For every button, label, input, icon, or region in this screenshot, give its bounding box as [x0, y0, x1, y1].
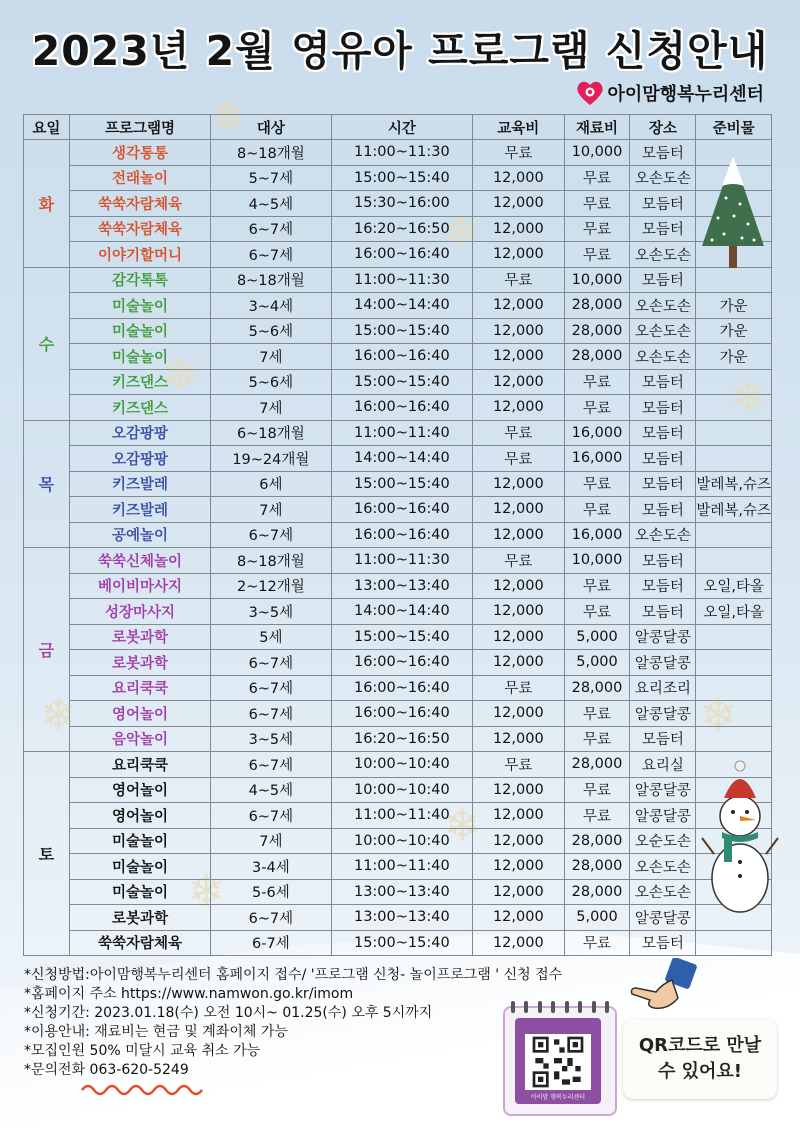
logo-text: 아이맘행복누리센터 [607, 84, 764, 105]
place-cell: 모듬터 [630, 216, 696, 242]
tuition-cell: 12,000 [473, 242, 565, 268]
material-fee-cell: 28,000 [564, 879, 630, 905]
material-fee-cell: 무료 [564, 165, 630, 191]
time-cell: 16:00~16:40 [331, 242, 472, 268]
program-name-cell: 전래놀이 [69, 165, 210, 191]
place-cell: 모듬터 [630, 573, 696, 599]
table-row [24, 242, 772, 268]
material-fee-cell: 무료 [564, 599, 630, 625]
target-cell: 3~4세 [211, 293, 331, 319]
target-cell: 6~7세 [211, 905, 331, 931]
header-time: 시간 [331, 115, 472, 140]
target-cell: 2~12개월 [211, 573, 331, 599]
snowflake-icon: ❄ [210, 92, 247, 143]
program-name-cell: 오감팡팡 [69, 420, 210, 446]
time-cell: 13:00~13:40 [331, 573, 472, 599]
supplies-cell [696, 675, 772, 701]
note-line: *문의전화 063-620-5249 [24, 1062, 189, 1078]
table-row [24, 675, 772, 701]
program-name-cell: 키즈댄스 [69, 369, 210, 395]
time-cell: 14:00~14:40 [331, 599, 472, 625]
target-cell: 4~5세 [211, 191, 331, 217]
tuition-cell: 무료 [473, 267, 565, 293]
target-cell: 19~24개월 [211, 446, 331, 472]
time-cell: 14:00~14:40 [331, 293, 472, 319]
target-cell: 5~7세 [211, 165, 331, 191]
material-fee-cell: 10,000 [564, 548, 630, 574]
table-row [24, 930, 772, 956]
tuition-cell: 12,000 [473, 369, 565, 395]
target-cell: 8~18개월 [211, 267, 331, 293]
qr-speech-bubble [623, 1019, 777, 1099]
material-fee-cell: 28,000 [564, 675, 630, 701]
qr-caption: 아이맘 행복누리센터 [530, 1094, 586, 1101]
time-cell: 16:00~16:40 [331, 701, 472, 727]
material-fee-cell: 무료 [564, 471, 630, 497]
material-fee-cell: 16,000 [564, 446, 630, 472]
place-cell: 알콩달콩 [630, 650, 696, 676]
target-cell: 6세 [211, 471, 331, 497]
qr-code[interactable] [525, 1034, 591, 1090]
time-cell: 11:00~11:30 [331, 140, 472, 166]
target-cell: 6~7세 [211, 242, 331, 268]
tuition-cell: 12,000 [473, 293, 565, 319]
program-name-cell: 로봇과학 [69, 905, 210, 931]
place-cell: 모듬터 [630, 497, 696, 523]
place-cell: 모듬터 [630, 446, 696, 472]
header-target: 대상 [211, 115, 331, 140]
program-name-cell: 이야기할머니 [69, 242, 210, 268]
program-name-cell: 로봇과학 [69, 624, 210, 650]
table-row [24, 140, 772, 166]
material-fee-cell: 무료 [564, 242, 630, 268]
tuition-cell: 12,000 [473, 624, 565, 650]
target-cell: 3~5세 [211, 599, 331, 625]
table-row [24, 905, 772, 931]
day-cell: 금 [24, 548, 70, 752]
program-name-cell: 쑥쑥신체놀이 [69, 548, 210, 574]
target-cell: 7세 [211, 497, 331, 523]
table-row [24, 522, 772, 548]
header-tuition: 교육비 [473, 115, 565, 140]
program-name-cell: 영어놀이 [69, 777, 210, 803]
tuition-cell: 12,000 [473, 522, 565, 548]
table-row [24, 573, 772, 599]
time-cell: 15:00~15:40 [331, 624, 472, 650]
target-cell: 5세 [211, 624, 331, 650]
snowflake-icon: ❄ [730, 372, 767, 423]
time-cell: 13:00~13:40 [331, 879, 472, 905]
time-cell: 11:00~11:30 [331, 267, 472, 293]
place-cell: 모듬터 [630, 267, 696, 293]
place-cell: 모듬터 [630, 395, 696, 421]
program-name-cell: 요리쿡쿡 [69, 675, 210, 701]
program-name-cell: 감각톡톡 [69, 267, 210, 293]
place-cell: 알콩달콩 [630, 905, 696, 931]
program-name-cell: 쑥쑥자람체육 [69, 930, 210, 956]
table-row [24, 293, 772, 319]
place-cell: 알콩달콩 [630, 777, 696, 803]
tuition-cell: 12,000 [473, 395, 565, 421]
qr-code-card[interactable] [503, 1006, 617, 1116]
material-fee-cell: 5,000 [564, 624, 630, 650]
supplies-cell: 오일,타올 [696, 599, 772, 625]
table-row [24, 318, 772, 344]
target-cell: 8~18개월 [211, 140, 331, 166]
supplies-cell [696, 522, 772, 548]
tuition-cell: 12,000 [473, 497, 565, 523]
tuition-cell: 12,000 [473, 318, 565, 344]
time-cell: 16:00~16:40 [331, 675, 472, 701]
table-row [24, 267, 772, 293]
tuition-cell: 12,000 [473, 216, 565, 242]
snowflake-icon: ❄ [40, 690, 77, 741]
tuition-cell: 무료 [473, 420, 565, 446]
tuition-cell: 12,000 [473, 854, 565, 880]
target-cell: 7세 [211, 395, 331, 421]
place-cell: 오손도손 [630, 854, 696, 880]
material-fee-cell: 무료 [564, 191, 630, 217]
supplies-cell [696, 726, 772, 752]
snowflake-icon: ❄ [700, 690, 737, 741]
place-cell: 오손도손 [630, 879, 696, 905]
target-cell: 3~5세 [211, 726, 331, 752]
place-cell: 모듬터 [630, 420, 696, 446]
table-row [24, 701, 772, 727]
place-cell: 오손도손 [630, 165, 696, 191]
program-name-cell: 베이비마사지 [69, 573, 210, 599]
tuition-cell: 12,000 [473, 777, 565, 803]
program-name-cell: 키즈발레 [69, 497, 210, 523]
time-cell: 10:00~10:40 [331, 752, 472, 778]
time-cell: 15:00~15:40 [331, 165, 472, 191]
program-name-cell: 성장마사지 [69, 599, 210, 625]
tuition-cell: 무료 [473, 140, 565, 166]
time-cell: 10:00~10:40 [331, 777, 472, 803]
time-cell: 11:00~11:40 [331, 420, 472, 446]
program-name-cell: 영어놀이 [69, 803, 210, 829]
program-schedule-table [23, 114, 772, 956]
table-row [24, 446, 772, 472]
supplies-cell [696, 267, 772, 293]
table-header-row [24, 115, 772, 140]
target-cell: 4~5세 [211, 777, 331, 803]
table-row [24, 471, 772, 497]
time-cell: 16:00~16:40 [331, 650, 472, 676]
time-cell: 15:00~15:40 [331, 930, 472, 956]
table-row [24, 726, 772, 752]
time-cell: 11:00~11:30 [331, 548, 472, 574]
program-name-cell: 미술놀이 [69, 854, 210, 880]
table-row [24, 879, 772, 905]
day-cell: 목 [24, 420, 70, 548]
target-cell: 5-6세 [211, 879, 331, 905]
tuition-cell: 무료 [473, 675, 565, 701]
tuition-cell: 12,000 [473, 573, 565, 599]
material-fee-cell: 10,000 [564, 267, 630, 293]
material-fee-cell: 무료 [564, 726, 630, 752]
table-row [24, 828, 772, 854]
squiggle-underline [80, 1082, 210, 1096]
target-cell: 6~18개월 [211, 420, 331, 446]
supplies-cell: 가운 [696, 344, 772, 370]
place-cell: 알콩달콩 [630, 803, 696, 829]
table-row [24, 395, 772, 421]
material-fee-cell: 무료 [564, 930, 630, 956]
place-cell: 오손도손 [630, 293, 696, 319]
program-name-cell: 영어놀이 [69, 701, 210, 727]
target-cell: 8~18개월 [211, 548, 331, 574]
tuition-cell: 12,000 [473, 879, 565, 905]
material-fee-cell: 28,000 [564, 854, 630, 880]
program-name-cell: 요리쿡쿡 [69, 752, 210, 778]
target-cell: 6-7세 [211, 930, 331, 956]
place-cell: 오손도손 [630, 522, 696, 548]
time-cell: 16:00~16:40 [331, 395, 472, 421]
material-fee-cell: 무료 [564, 497, 630, 523]
time-cell: 15:00~15:40 [331, 318, 472, 344]
supplies-cell [696, 369, 772, 395]
table-row [24, 369, 772, 395]
snowflake-icon: ❄ [188, 866, 225, 917]
tuition-cell: 무료 [473, 752, 565, 778]
supplies-cell: 오일,타올 [696, 573, 772, 599]
target-cell: 5~6세 [211, 369, 331, 395]
pointing-hand-icon [628, 958, 698, 1014]
material-fee-cell: 28,000 [564, 752, 630, 778]
supplies-cell [696, 548, 772, 574]
tuition-cell: 12,000 [473, 191, 565, 217]
day-cell: 수 [24, 267, 70, 420]
place-cell: 모듬터 [630, 471, 696, 497]
place-cell: 오손도손 [630, 318, 696, 344]
place-cell: 오손도손 [630, 242, 696, 268]
program-name-cell: 오감팡팡 [69, 446, 210, 472]
time-cell: 13:00~13:40 [331, 905, 472, 931]
time-cell: 15:00~15:40 [331, 369, 472, 395]
time-cell: 11:00~11:40 [331, 803, 472, 829]
program-name-cell: 미술놀이 [69, 318, 210, 344]
material-fee-cell: 무료 [564, 573, 630, 599]
program-name-cell: 미술놀이 [69, 828, 210, 854]
target-cell: 5~6세 [211, 318, 331, 344]
snowflake-icon: ❄ [162, 350, 199, 401]
table-row [24, 216, 772, 242]
table-row [24, 420, 772, 446]
place-cell: 요리조리 [630, 675, 696, 701]
table-row [24, 497, 772, 523]
program-name-cell: 미술놀이 [69, 344, 210, 370]
material-fee-cell: 28,000 [564, 344, 630, 370]
header-day: 요일 [24, 115, 70, 140]
supplies-cell [696, 420, 772, 446]
place-cell: 알콩달콩 [630, 701, 696, 727]
table-row [24, 165, 772, 191]
target-cell: 6~7세 [211, 522, 331, 548]
table-row [24, 624, 772, 650]
program-name-cell: 쑥쑥자람체육 [69, 191, 210, 217]
material-fee-cell: 무료 [564, 216, 630, 242]
tuition-cell: 무료 [473, 548, 565, 574]
heart-logo-icon [576, 80, 604, 106]
supplies-cell: 발레복,슈즈 [696, 497, 772, 523]
material-fee-cell: 5,000 [564, 650, 630, 676]
supplies-cell [696, 624, 772, 650]
time-cell: 11:00~11:40 [331, 854, 472, 880]
material-fee-cell: 무료 [564, 369, 630, 395]
material-fee-cell: 16,000 [564, 522, 630, 548]
material-fee-cell: 16,000 [564, 420, 630, 446]
material-fee-cell: 5,000 [564, 905, 630, 931]
day-cell: 화 [24, 140, 70, 268]
snowflake-icon: ❄ [444, 800, 481, 851]
time-cell: 16:20~16:50 [331, 726, 472, 752]
tuition-cell: 12,000 [473, 803, 565, 829]
tuition-cell: 12,000 [473, 599, 565, 625]
tuition-cell: 12,000 [473, 471, 565, 497]
program-name-cell: 쑥쑥자람체육 [69, 216, 210, 242]
supplies-cell: 발레복,슈즈 [696, 471, 772, 497]
table-row [24, 777, 772, 803]
snowflake-icon: ❄ [442, 208, 479, 259]
tuition-cell: 12,000 [473, 930, 565, 956]
bubble-text-line1: QR코드로 만날 [638, 1035, 762, 1056]
material-fee-cell: 무료 [564, 395, 630, 421]
time-cell: 16:00~16:40 [331, 344, 472, 370]
table-row [24, 599, 772, 625]
page-title: 2023년 2월 영유아 프로그램 신청안내 [31, 27, 769, 75]
supplies-cell [696, 395, 772, 421]
material-fee-cell: 28,000 [564, 293, 630, 319]
program-name-cell: 생각통통 [69, 140, 210, 166]
supplies-cell: 가운 [696, 293, 772, 319]
program-name-cell: 음악놀이 [69, 726, 210, 752]
day-cell: 토 [24, 752, 70, 956]
tuition-cell: 12,000 [473, 344, 565, 370]
time-cell: 16:00~16:40 [331, 497, 472, 523]
material-fee-cell: 무료 [564, 777, 630, 803]
material-fee-cell: 28,000 [564, 318, 630, 344]
header-material-fee: 재료비 [564, 115, 630, 140]
table-row [24, 854, 772, 880]
header-place: 장소 [630, 115, 696, 140]
program-name-cell: 키즈발레 [69, 471, 210, 497]
place-cell: 요리실 [630, 752, 696, 778]
supplies-cell [696, 650, 772, 676]
program-name-cell: 로봇과학 [69, 650, 210, 676]
program-name-cell: 키즈댄스 [69, 395, 210, 421]
note-line[interactable]: *홈페이지 주소 https://www.namwon.go.kr/imom [24, 986, 354, 1002]
note-line: *모집인원 50% 미달시 교육 취소 가능 [24, 1043, 261, 1059]
target-cell: 7세 [211, 828, 331, 854]
time-cell: 15:30~16:00 [331, 191, 472, 217]
time-cell: 16:20~16:50 [331, 216, 472, 242]
christmas-tree-icon [696, 152, 770, 270]
target-cell: 7세 [211, 344, 331, 370]
target-cell: 6~7세 [211, 803, 331, 829]
table-row [24, 803, 772, 829]
supplies-cell [696, 930, 772, 956]
tuition-cell: 12,000 [473, 165, 565, 191]
place-cell: 모듬터 [630, 930, 696, 956]
time-cell: 15:00~15:40 [331, 471, 472, 497]
program-name-cell: 공예놀이 [69, 522, 210, 548]
tuition-cell: 무료 [473, 446, 565, 472]
supplies-cell [696, 701, 772, 727]
material-fee-cell: 무료 [564, 701, 630, 727]
time-cell: 14:00~14:40 [331, 446, 472, 472]
target-cell: 6~7세 [211, 675, 331, 701]
table-row [24, 344, 772, 370]
place-cell: 모듬터 [630, 548, 696, 574]
place-cell: 오순도손 [630, 828, 696, 854]
place-cell: 모듬터 [630, 140, 696, 166]
snowman-icon [700, 758, 780, 918]
supplies-cell: 가운 [696, 318, 772, 344]
header-supplies: 준비물 [696, 115, 772, 140]
place-cell: 모듬터 [630, 726, 696, 752]
tuition-cell: 12,000 [473, 726, 565, 752]
material-fee-cell: 28,000 [564, 828, 630, 854]
header-program: 프로그램명 [69, 115, 210, 140]
table-row [24, 752, 772, 778]
target-cell: 6~7세 [211, 752, 331, 778]
center-logo [576, 80, 765, 106]
tuition-cell: 12,000 [473, 905, 565, 931]
material-fee-cell: 10,000 [564, 140, 630, 166]
place-cell: 모듬터 [630, 191, 696, 217]
place-cell: 모듬터 [630, 599, 696, 625]
time-cell: 10:00~10:40 [331, 828, 472, 854]
target-cell: 6~7세 [211, 650, 331, 676]
material-fee-cell: 무료 [564, 803, 630, 829]
place-cell: 모듬터 [630, 369, 696, 395]
table-row [24, 191, 772, 217]
tuition-cell: 12,000 [473, 650, 565, 676]
program-name-cell: 미술놀이 [69, 879, 210, 905]
bubble-text-line2: 수 있어요! [657, 1061, 743, 1082]
target-cell: 6~7세 [211, 216, 331, 242]
table-row [24, 650, 772, 676]
note-line: *신청기간: 2023.01.18(수) 오전 10시~ 01.25(수) 오후 5시까지 [24, 1005, 433, 1021]
target-cell: 3-4세 [211, 854, 331, 880]
supplies-cell [696, 446, 772, 472]
tuition-cell: 12,000 [473, 701, 565, 727]
place-cell: 알콩달콩 [630, 624, 696, 650]
place-cell: 오손도손 [630, 344, 696, 370]
target-cell: 6~7세 [211, 701, 331, 727]
tuition-cell: 12,000 [473, 828, 565, 854]
time-cell: 16:00~16:40 [331, 522, 472, 548]
note-line: *이용안내: 재료비는 현금 및 계좌이체 가능 [24, 1024, 288, 1040]
program-name-cell: 미술놀이 [69, 293, 210, 319]
application-notes [24, 966, 562, 1080]
note-line: *신청방법:아이맘행복누리센터 홈페이지 접수/ '프로그램 신청- 놀이프로그램 ' 신청 접수 [24, 967, 563, 983]
table-row [24, 548, 772, 574]
